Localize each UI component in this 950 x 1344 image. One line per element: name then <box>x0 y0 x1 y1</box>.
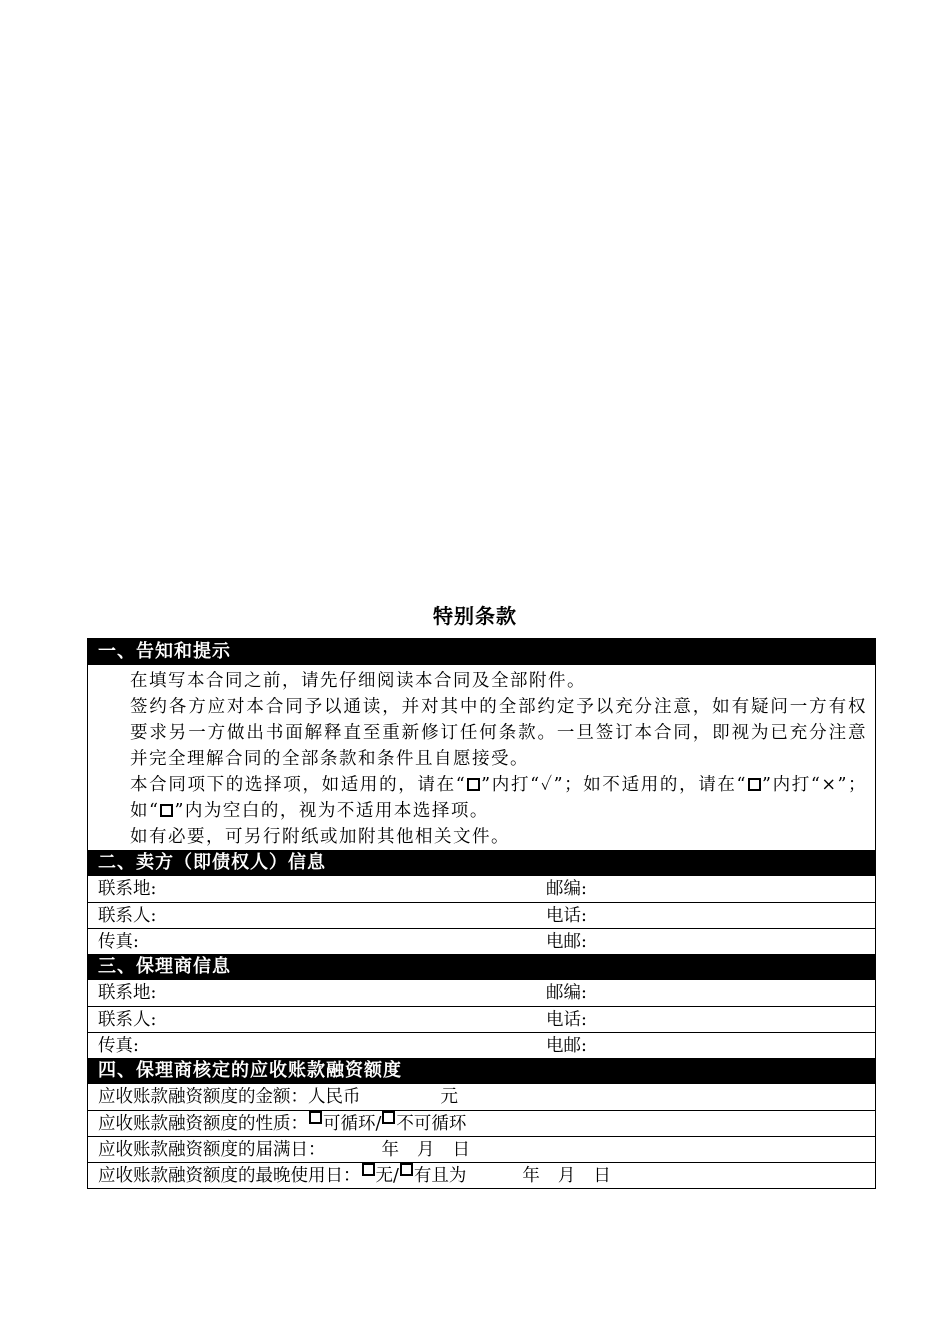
year-label: 年 <box>381 1140 399 1160</box>
seller-postcode-field[interactable]: 邮编: <box>546 879 587 899</box>
revolving-option-label: 可循环/ <box>323 1114 382 1134</box>
notice-text: 在填写本合同之前，请先仔细阅读本合同及全部附件。 <box>130 671 586 691</box>
latest-year-input[interactable] <box>466 1163 522 1188</box>
factor-postcode-field[interactable]: 邮编: <box>546 983 587 1003</box>
limit-latest-label: 应收账款融资额度的最晚使用日： <box>98 1166 361 1186</box>
limit-row-nature <box>88 1110 875 1136</box>
latest-month-input[interactable] <box>540 1163 558 1188</box>
yes-option-label: 有且为 <box>413 1166 467 1186</box>
yes-checkbox[interactable] <box>400 1163 413 1176</box>
limit-row-amount <box>88 1084 875 1110</box>
limit-maturity-label: 应收账款融资额度的届满日： <box>98 1140 326 1160</box>
non-revolving-option-label: 不可循环 <box>396 1114 467 1134</box>
seller-contact-field[interactable]: 联系人: <box>98 906 157 926</box>
factor-contact-field[interactable]: 联系人: <box>98 1010 157 1030</box>
none-option-label: 无/ <box>375 1166 399 1186</box>
seller-address-field[interactable]: 联系地: <box>98 879 157 899</box>
maturity-year-input[interactable] <box>326 1137 382 1162</box>
maturity-day-input[interactable] <box>435 1137 453 1162</box>
instruction-text: ”内为空白的，视为不适用本选择项。 <box>174 801 489 821</box>
factor-fax-field[interactable]: 传真: <box>98 1036 139 1056</box>
list-item <box>96 772 867 824</box>
notice-list <box>88 665 875 850</box>
year-label: 年 <box>522 1166 540 1186</box>
limit-row-maturity <box>88 1136 875 1162</box>
limit-row-latest <box>88 1162 875 1188</box>
section-header-seller: 二、卖方（即债权人）信息 <box>88 850 875 876</box>
seller-fax-field[interactable]: 传真: <box>98 932 139 952</box>
seller-row-contact <box>88 902 875 928</box>
list-item <box>96 668 867 694</box>
instruction-text: 本合同项下的选择项，如适用的，请在“ <box>130 775 467 795</box>
factor-email-field[interactable]: 电邮: <box>546 1036 587 1056</box>
instruction-text: ”内打“×”；如“ <box>130 775 867 821</box>
revolving-checkbox[interactable] <box>309 1111 322 1124</box>
limit-nature-label: 应收账款融资额度的性质： <box>98 1114 308 1134</box>
section-header-notice: 一、告知和提示 <box>88 639 875 665</box>
maturity-month-input[interactable] <box>399 1137 417 1162</box>
factor-row-address <box>88 980 875 1006</box>
month-label: 月 <box>417 1140 435 1160</box>
factor-row-contact <box>88 1006 875 1032</box>
document-title: 特别条款 <box>433 604 517 628</box>
factor-row-fax <box>88 1032 875 1058</box>
none-checkbox[interactable] <box>362 1163 375 1176</box>
limit-amount-unit: 元 <box>440 1087 458 1107</box>
section-header-factor: 三、保理商信息 <box>88 954 875 980</box>
seller-row-address <box>88 876 875 902</box>
day-label: 日 <box>593 1166 611 1186</box>
special-terms-table <box>87 638 876 1189</box>
non-revolving-checkbox[interactable] <box>382 1111 395 1124</box>
limit-amount-label: 应收账款融资额度的金额：人民币 <box>98 1087 361 1107</box>
notice-checkbox-instructions <box>130 772 867 824</box>
notice-text: 如有必要，可另行附纸或加附其他相关文件。 <box>130 827 510 847</box>
checkbox-icon <box>160 804 173 817</box>
list-item <box>96 694 867 772</box>
list-item <box>96 824 867 850</box>
factor-phone-field[interactable]: 电话: <box>546 1010 587 1030</box>
limit-amount-input[interactable] <box>361 1084 441 1110</box>
notice-text: 签约各方应对本合同予以通读，并对其中的全部约定予以充分注意，如有疑问一方有权要求另一方做出书面解释直至重新修订任何条款。一旦签订本合同，即视为已充分注意并完全理解合同的全部条款和条件且自愿接受。 <box>130 697 867 769</box>
checkbox-icon <box>748 778 761 791</box>
seller-phone-field[interactable]: 电话: <box>546 906 587 926</box>
day-label: 日 <box>452 1140 470 1160</box>
checkbox-icon <box>467 778 480 791</box>
latest-day-input[interactable] <box>575 1163 593 1188</box>
month-label: 月 <box>557 1166 576 1186</box>
seller-row-fax <box>88 928 875 954</box>
seller-email-field[interactable]: 电邮: <box>546 932 587 952</box>
instruction-text: ”内打“✓”；如不适用的，请在“ <box>481 775 747 795</box>
section-header-limit: 四、保理商核定的应收账款融资额度 <box>88 1058 875 1084</box>
factor-address-field[interactable]: 联系地: <box>98 983 157 1003</box>
